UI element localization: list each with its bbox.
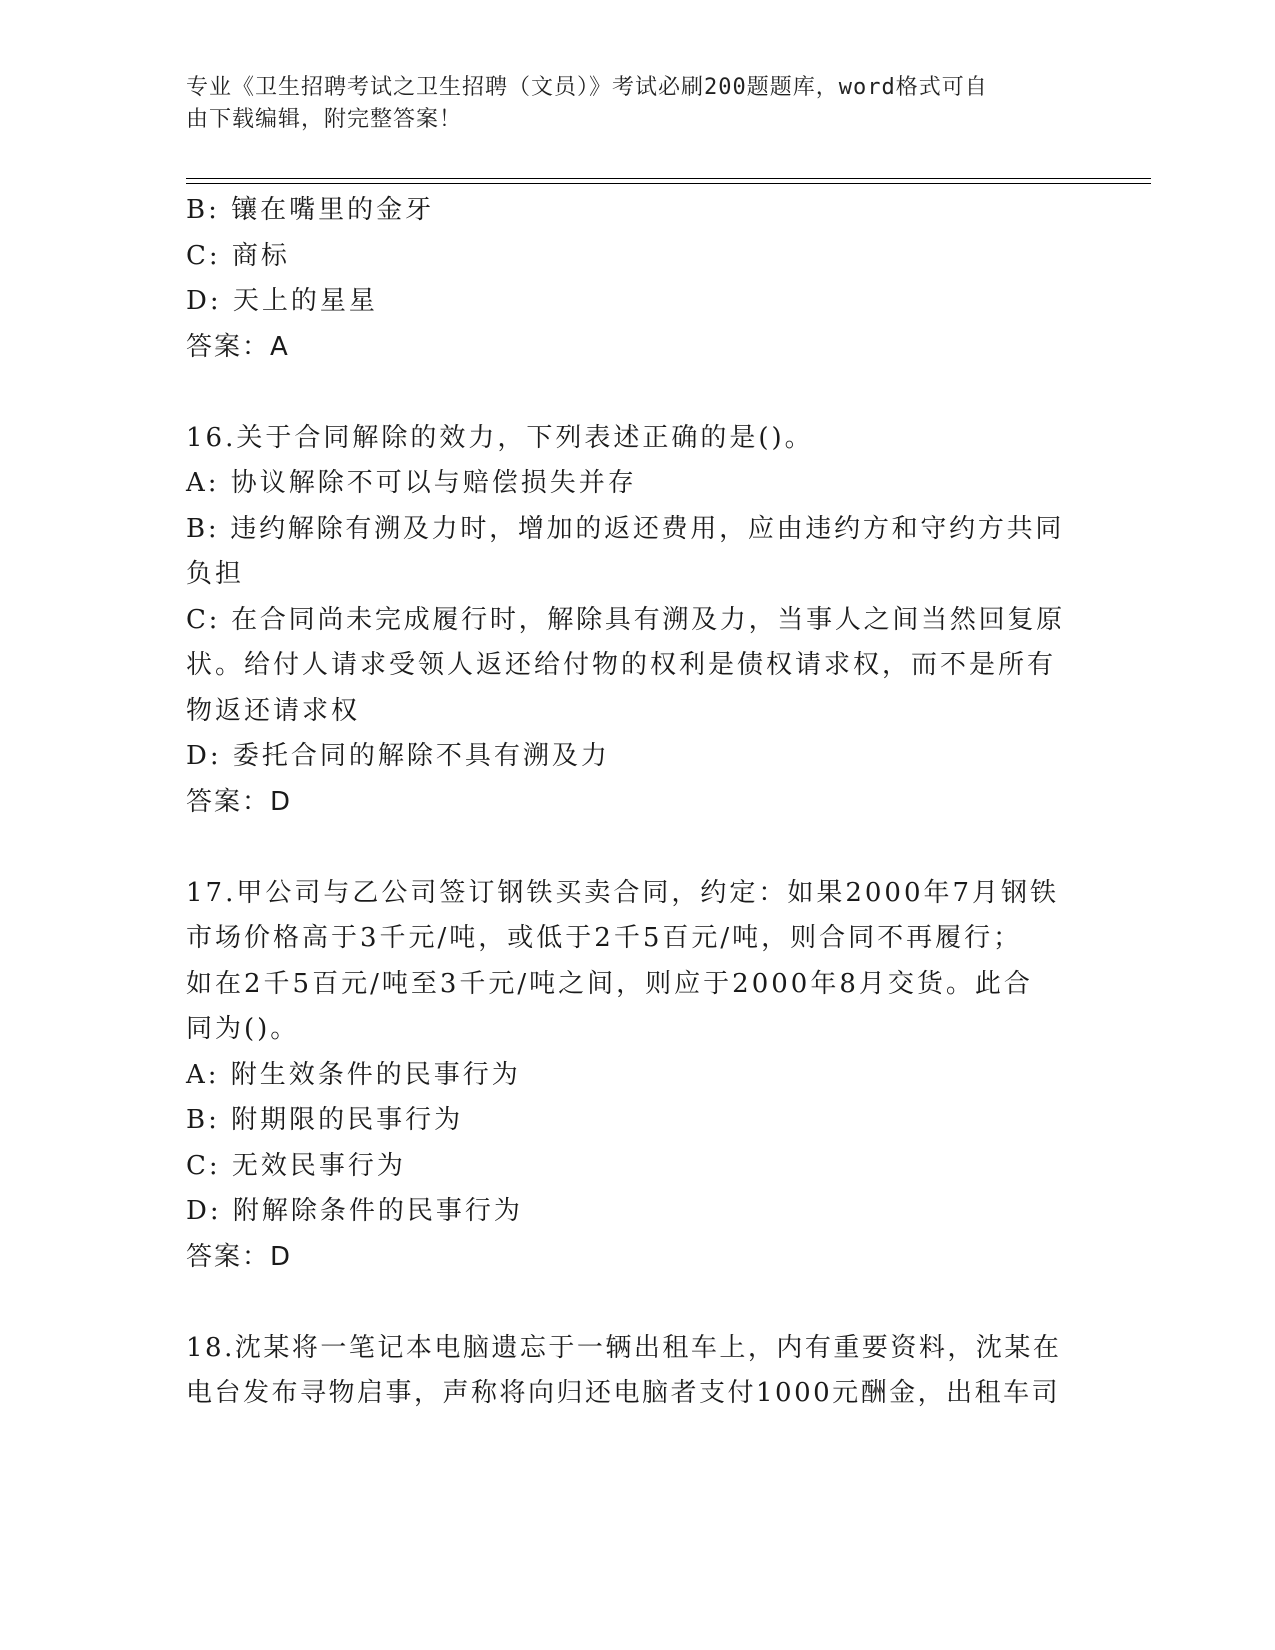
option-a: A: 附生效条件的民事行为 bbox=[186, 1059, 521, 1090]
spacer bbox=[186, 825, 1066, 871]
option-b: B: 附期限的民事行为 bbox=[186, 1105, 464, 1135]
option-c-line-2: 状。给付人请求受领人返还给付物的权利是债权请求权，而不是所有 bbox=[186, 650, 1057, 680]
option-c: C: 无效民事行为 bbox=[186, 1150, 406, 1181]
option-d: D: 天上的星星 bbox=[186, 286, 378, 316]
header-line-1: 专业《卫生招聘考试之卫生招聘（文员）》考试必刷200题题库，word格式可自 bbox=[186, 75, 988, 100]
question-text-line-2: 市场价格高于3千元/吨，或低于2千5百元/吨，则合同不再履行； bbox=[186, 923, 1023, 953]
question-text-line-4: 同为()。 bbox=[186, 1014, 300, 1044]
answer-label: 答案：D bbox=[186, 1241, 293, 1272]
spacer bbox=[186, 370, 1066, 416]
question-text-line-1: 17.甲公司与乙公司签订钢铁买卖合同，约定：如果2000年7月钢铁 bbox=[186, 877, 1060, 908]
header-line-2: 由下载编辑，附完整答案！ bbox=[186, 107, 463, 132]
option-b: B: 镶在嘴里的金牙 bbox=[186, 195, 435, 225]
question-text-line-3: 如在2千5百元/吨至3千元/吨之间，则应于2000年8月交货。此合 bbox=[186, 968, 1033, 999]
question-15-block bbox=[186, 188, 1066, 370]
document-body bbox=[186, 188, 1066, 1417]
question-18-block bbox=[186, 1326, 1066, 1417]
option-d: D: 委托合同的解除不具有溯及力 bbox=[186, 741, 610, 771]
document-header bbox=[186, 72, 1066, 136]
answer-label: 答案：A bbox=[186, 331, 290, 362]
option-d: D: 附解除条件的民事行为 bbox=[186, 1196, 523, 1226]
answer-label: 答案：D bbox=[186, 786, 293, 817]
question-16-block bbox=[186, 416, 1066, 826]
option-c-line-1: C: 在合同尚未完成履行时，解除具有溯及力，当事人之间当然回复原 bbox=[186, 604, 1065, 635]
header-divider-bottom bbox=[186, 183, 1151, 184]
question-17-block bbox=[186, 871, 1066, 1281]
option-a: A: 协议解除不可以与赔偿损失并存 bbox=[186, 468, 637, 498]
header-divider-top bbox=[186, 178, 1151, 179]
option-c: C: 商标 bbox=[186, 240, 290, 271]
question-text: 16.关于合同解除的效力，下列表述正确的是()。 bbox=[186, 422, 814, 453]
question-text-line-2: 电台发布寻物启事，声称将向归还电脑者支付1000元酬金，出租车司 bbox=[186, 1378, 1061, 1408]
question-text-line-1: 18.沈某将一笔记本电脑遗忘于一辆出租车上，内有重要资料，沈某在 bbox=[186, 1332, 1062, 1363]
option-b-line-1: B: 违约解除有溯及力时，增加的返还费用，应由违约方和守约方共同 bbox=[186, 513, 1065, 544]
spacer bbox=[186, 1280, 1066, 1326]
option-c-line-3: 物返还请求权 bbox=[186, 695, 361, 726]
option-b-line-2: 负担 bbox=[186, 559, 245, 589]
